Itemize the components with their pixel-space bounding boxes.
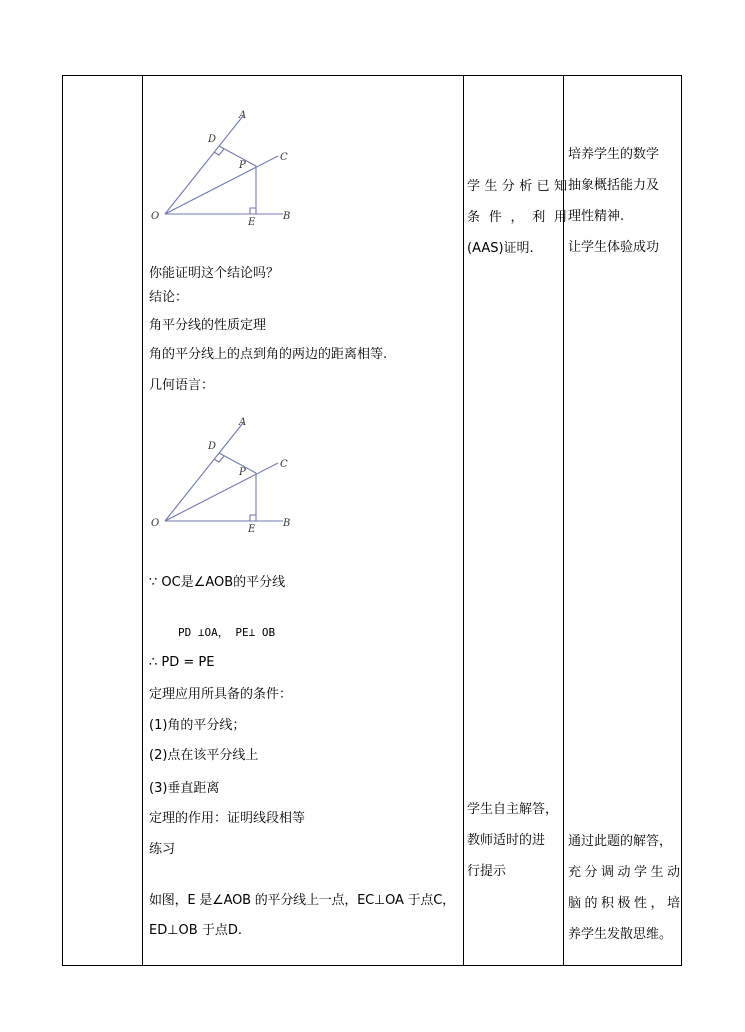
- label-a: A: [239, 417, 247, 428]
- theorem-title: 角平分线的性质定理: [149, 318, 267, 333]
- label-o: O: [151, 211, 160, 222]
- student-line: (AAS)证明.: [467, 241, 534, 256]
- student-line: 学生分析已知: [467, 179, 567, 194]
- conclusion-label: 结论：: [149, 290, 189, 305]
- intent-line: 让学生体验成功: [568, 240, 660, 255]
- exercise-line-2: ED⊥OB 于点D.: [149, 923, 242, 938]
- given-bisector: ∵ OC是∠AOB的平分线: [149, 575, 286, 590]
- label-a: A: [239, 110, 247, 121]
- label-p: P: [239, 160, 246, 171]
- student-activity-block-1: [467, 171, 567, 264]
- column-divider-1: [142, 76, 143, 965]
- intent-line: 充分调动学生动: [568, 865, 680, 880]
- label-c: C: [280, 459, 288, 470]
- label-o: O: [151, 518, 160, 529]
- lesson-table: [62, 75, 682, 966]
- label-e: E: [248, 524, 256, 535]
- label-e: E: [248, 217, 256, 228]
- conditions-title: 定理应用所具备的条件：: [149, 687, 293, 702]
- theorem-text: 角的平分线上的点到角的两边的距离相等.: [149, 347, 388, 362]
- therefore-equal: ∴ PD = PE: [149, 655, 215, 670]
- student-line: 行提示: [467, 864, 507, 879]
- student-line: 条件，利用: [467, 210, 567, 225]
- geometry-language-label: 几何语言：: [149, 378, 215, 393]
- design-intent-block-2: [568, 826, 680, 950]
- student-line: 学生自主解答，: [467, 802, 559, 817]
- given-perpendicular: PD ⊥OA， PE⊥ OB: [178, 626, 276, 639]
- label-d: D: [208, 134, 217, 145]
- condition-2: (2)点在该平分线上: [149, 748, 259, 763]
- design-intent-block-1: [568, 139, 680, 263]
- condition-3: (3)垂直距离: [149, 781, 220, 796]
- intent-line: 脑的积极性，培: [568, 896, 680, 911]
- label-c: C: [280, 152, 288, 163]
- condition-1: (1)角的平分线；: [149, 718, 246, 733]
- intent-line: 抽象概括能力及: [568, 178, 660, 193]
- theorem-purpose: 定理的作用：证明线段相等: [149, 811, 306, 826]
- intent-line: 养学生发散思维。: [568, 927, 673, 942]
- column-divider-2: [463, 76, 464, 965]
- label-p: P: [239, 467, 246, 478]
- intent-line: 培养学生的数学: [568, 147, 660, 162]
- student-activity-block-2: [467, 794, 567, 887]
- label-b: B: [283, 518, 291, 529]
- label-d: D: [208, 441, 217, 452]
- question-prove: 你能证明这个结论吗？: [149, 266, 280, 281]
- angle-bisector-diagram-1: [148, 108, 308, 230]
- exercise-line-1: 如图，E 是∠AOB 的平分线上一点，EC⊥OA 于点C，: [149, 893, 455, 908]
- angle-bisector-diagram-2: [148, 415, 308, 537]
- intent-line: 通过此题的解答，: [568, 834, 673, 849]
- practice-label: 练习: [149, 842, 176, 857]
- label-b: B: [283, 211, 291, 222]
- student-line: 教师适时的进: [467, 833, 546, 848]
- intent-line: 理性精神.: [568, 209, 625, 224]
